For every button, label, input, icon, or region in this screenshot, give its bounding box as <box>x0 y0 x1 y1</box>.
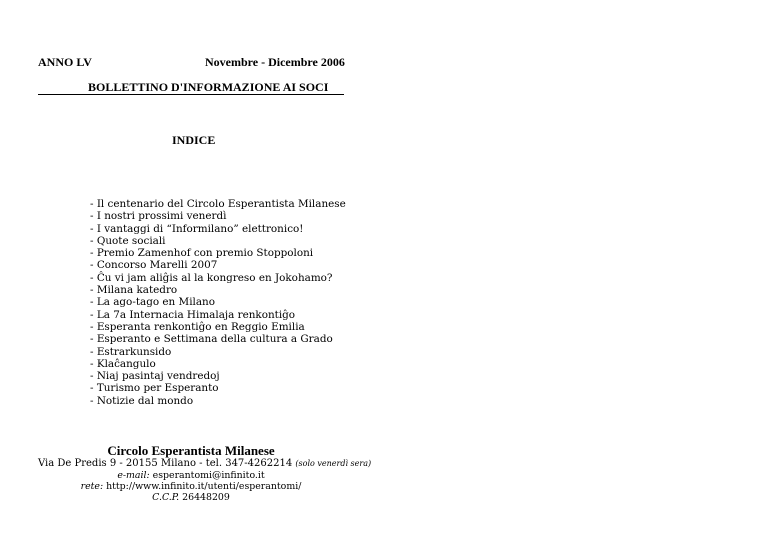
address-note: (solo venerdì sera) <box>295 459 372 468</box>
web-address: http://www.infinito.it/utenti/esperantomi/ <box>106 481 302 492</box>
address-line <box>38 458 372 470</box>
index-item: - Il centenario del Circolo Esperantista Milanese <box>90 198 346 210</box>
index-item: - Concorso Marelli 2007 <box>90 259 218 272</box>
issue-period: Novembre - Dicembre 2006 <box>205 55 345 69</box>
table-of-contents <box>90 198 346 407</box>
email-line <box>38 470 344 481</box>
index-item: - Estrarkunsido <box>90 345 172 358</box>
index-item: - Niaj pasintaj vendredoj <box>90 370 220 383</box>
email-label: e-mail: <box>117 470 150 481</box>
organization-name: Circolo Esperantista Milanese <box>107 443 275 458</box>
ccp-label: C.C.P. <box>152 492 180 503</box>
index-item: - Quote sociali <box>90 234 166 247</box>
index-item: - Esperanta renkontiĝo en Reggio Emilia <box>90 320 305 333</box>
index-item: - Notizie dal mondo <box>90 394 194 407</box>
issue-year: ANNO LV <box>38 55 92 69</box>
footer-contact <box>38 443 372 503</box>
index-item: - Klaĉangulo <box>90 357 156 370</box>
index-item: - Esperanto e Settimana della cultura a Grado <box>90 333 333 346</box>
ccp-line <box>38 492 344 503</box>
index-heading: INDICE <box>172 133 216 147</box>
index-item: - Turismo per Esperanto <box>90 382 219 395</box>
header-divider <box>38 94 344 95</box>
email-address: esperantomi@infinito.it <box>152 470 265 481</box>
index-item: - Milana katedro <box>90 284 178 297</box>
index-item: - Ĉu vi jam aliĝis al la kongreso en Jokohamo? <box>90 271 333 284</box>
index-item: - La 7a Internacia Himalaja renkontiĝo <box>90 308 296 321</box>
address: Via De Predis 9 - 20155 Milano - tel. 347-4262214 <box>38 458 293 469</box>
web-label: rete: <box>80 481 104 492</box>
index-item: - I nostri prossimi venerdì <box>90 210 227 223</box>
ccp-number: 26448209 <box>182 492 230 503</box>
index-item: - I vantaggi di “Informilano” elettronico! <box>90 222 304 235</box>
web-line <box>38 481 344 492</box>
bulletin-title: BOLLETTINO D'INFORMAZIONE AI SOCI <box>88 80 329 94</box>
index-item: - Premio Zamenhof con premio Stoppoloni <box>90 247 314 260</box>
index-item: - La ago-tago en Milano <box>90 296 215 309</box>
